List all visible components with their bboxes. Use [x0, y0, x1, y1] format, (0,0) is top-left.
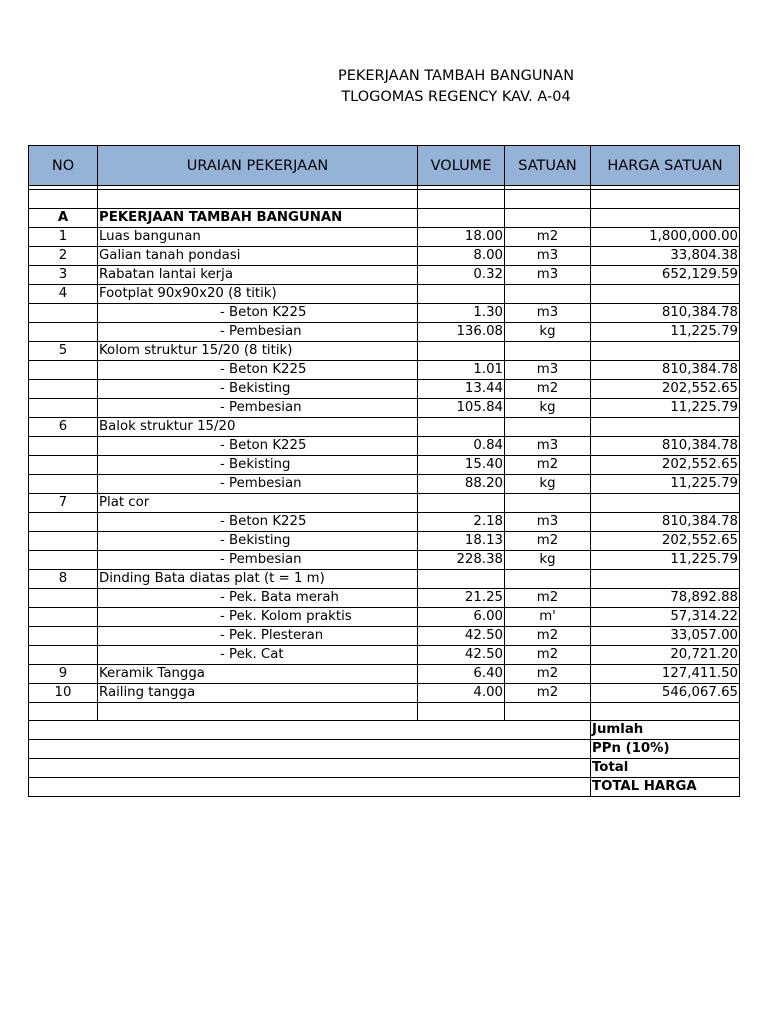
- table-row: [29, 569, 740, 588]
- cell-unit-price: 33,804.38: [591, 246, 740, 265]
- table-row: [29, 284, 740, 303]
- cell-unit-price: 810,384.78: [591, 512, 740, 531]
- cell-unit-price: 810,384.78: [591, 436, 740, 455]
- cell-description: - Pek. Kolom praktis: [98, 607, 418, 626]
- cell-unit: m2: [505, 588, 591, 607]
- table-row: [29, 474, 740, 493]
- cell-no: 5: [29, 341, 98, 360]
- cell-volume: 1.01: [418, 360, 505, 379]
- title-line-1: PEKERJAAN TAMBAH BANGUNAN: [337, 68, 575, 84]
- cell-unit: [505, 493, 591, 512]
- cell-description: [98, 190, 418, 209]
- table-row: [29, 379, 740, 398]
- cell-unit: [505, 208, 591, 227]
- cell-volume: [418, 417, 505, 436]
- cell-no: [29, 398, 98, 417]
- cell-description: Railing tangga: [98, 683, 418, 702]
- cell-unit-price: 1,800,000.00: [591, 227, 740, 246]
- cell-no: 10: [29, 683, 98, 702]
- cell-volume: 228.38: [418, 550, 505, 569]
- cell-unit: kg: [505, 550, 591, 569]
- header-no: NO: [29, 146, 98, 186]
- cell-unit-price: 202,552.65: [591, 531, 740, 550]
- header-description: URAIAN PEKERJAAN: [98, 146, 418, 186]
- table-row: [29, 265, 740, 284]
- title-line-2: TLOGOMAS REGENCY KAV. A-04: [341, 89, 571, 105]
- header-unit-price: HARGA SATUAN: [591, 146, 740, 186]
- cell-unit: m2: [505, 683, 591, 702]
- cell-volume: [418, 341, 505, 360]
- cell-description: Kolom struktur 15/20 (8 titik): [98, 341, 418, 360]
- cell-volume: [418, 208, 505, 227]
- table-row: [29, 436, 740, 455]
- table-row: [29, 645, 740, 664]
- cell-description: Galian tanah pondasi: [98, 246, 418, 265]
- table-row: [29, 588, 740, 607]
- table-row: [29, 398, 740, 417]
- cell-no: 4: [29, 284, 98, 303]
- cell-description: - Pek. Bata merah: [98, 588, 418, 607]
- table-row: [29, 246, 740, 265]
- cell-description: - Beton K225: [98, 436, 418, 455]
- header-unit: SATUAN: [505, 146, 591, 186]
- total-row: [29, 721, 740, 740]
- cell-description: - Beton K225: [98, 512, 418, 531]
- total-label: PPn (10%): [591, 740, 740, 759]
- cell-unit-price: 33,057.00: [591, 626, 740, 645]
- cell-unit: [505, 341, 591, 360]
- cell-volume: 8.00: [418, 246, 505, 265]
- table-row: [29, 626, 740, 645]
- cell-volume: 6.40: [418, 664, 505, 683]
- cell-unit: m2: [505, 626, 591, 645]
- cell-no: [29, 322, 98, 341]
- cell-volume: [418, 569, 505, 588]
- total-label: Total: [591, 759, 740, 778]
- cell-unit-price: [591, 569, 740, 588]
- total-spacer: [29, 759, 591, 778]
- cell-volume: [418, 702, 505, 721]
- cell-volume: 105.84: [418, 398, 505, 417]
- cell-unit-price: 202,552.65: [591, 455, 740, 474]
- cell-description: - Bekisting: [98, 531, 418, 550]
- cell-no: 2: [29, 246, 98, 265]
- cell-volume: 6.00: [418, 607, 505, 626]
- cell-unit-price: [591, 208, 740, 227]
- cell-volume: 88.20: [418, 474, 505, 493]
- cell-volume: 18.13: [418, 531, 505, 550]
- cell-description: PEKERJAAN TAMBAH BANGUNAN: [98, 208, 418, 227]
- cost-table: [28, 145, 740, 797]
- cell-unit: m': [505, 607, 591, 626]
- table-row: [29, 493, 740, 512]
- cell-unit: m3: [505, 436, 591, 455]
- cell-volume: 15.40: [418, 455, 505, 474]
- cell-volume: [418, 190, 505, 209]
- table-row: [29, 227, 740, 246]
- cell-volume: 21.25: [418, 588, 505, 607]
- cell-unit-price: [591, 190, 740, 209]
- table-row: [29, 190, 740, 209]
- cell-unit-price: 78,892.88: [591, 588, 740, 607]
- cell-unit-price: 202,552.65: [591, 379, 740, 398]
- cell-description: - Pembesian: [98, 398, 418, 417]
- cell-no: [29, 474, 98, 493]
- cell-unit: m2: [505, 645, 591, 664]
- table-row: [29, 664, 740, 683]
- cell-unit: m3: [505, 246, 591, 265]
- cell-unit: [505, 702, 591, 721]
- cell-unit: m3: [505, 512, 591, 531]
- cell-description: Keramik Tangga: [98, 664, 418, 683]
- total-spacer: [29, 740, 591, 759]
- cell-no: 6: [29, 417, 98, 436]
- cell-description: - Beton K225: [98, 360, 418, 379]
- table-row: [29, 208, 740, 227]
- cell-no: [29, 645, 98, 664]
- cell-unit: m3: [505, 265, 591, 284]
- cell-unit-price: [591, 417, 740, 436]
- cell-unit-price: 57,314.22: [591, 607, 740, 626]
- cell-no: [29, 626, 98, 645]
- cell-volume: 42.50: [418, 626, 505, 645]
- cell-volume: [418, 284, 505, 303]
- cell-unit: m3: [505, 360, 591, 379]
- cell-unit: kg: [505, 398, 591, 417]
- cell-no: 3: [29, 265, 98, 284]
- cell-unit: [505, 284, 591, 303]
- table-row: [29, 322, 740, 341]
- cell-unit: kg: [505, 474, 591, 493]
- cell-volume: [418, 493, 505, 512]
- cell-description: Rabatan lantai kerja: [98, 265, 418, 284]
- table-row: [29, 683, 740, 702]
- cell-unit: m2: [505, 664, 591, 683]
- cell-no: [29, 531, 98, 550]
- cell-no: 8: [29, 569, 98, 588]
- cell-no: [29, 455, 98, 474]
- cell-unit: [505, 569, 591, 588]
- cell-no: [29, 702, 98, 721]
- header-volume: VOLUME: [418, 146, 505, 186]
- cell-no: [29, 360, 98, 379]
- cell-no: [29, 588, 98, 607]
- cell-unit: [505, 417, 591, 436]
- cell-unit-price: 546,067.65: [591, 683, 740, 702]
- cell-description: Balok struktur 15/20: [98, 417, 418, 436]
- cell-volume: 1.30: [418, 303, 505, 322]
- cell-no: [29, 190, 98, 209]
- cell-unit-price: [591, 341, 740, 360]
- cell-description: - Pek. Plesteran: [98, 626, 418, 645]
- cell-volume: 0.84: [418, 436, 505, 455]
- total-spacer: [29, 721, 591, 740]
- cell-unit: kg: [505, 322, 591, 341]
- total-spacer: [29, 778, 591, 797]
- cell-unit-price: 11,225.79: [591, 474, 740, 493]
- cell-unit-price: 11,225.79: [591, 550, 740, 569]
- cell-description: Plat cor: [98, 493, 418, 512]
- cell-unit-price: 20,721.20: [591, 645, 740, 664]
- cell-unit: m2: [505, 455, 591, 474]
- table-row: [29, 702, 740, 721]
- total-row: [29, 740, 740, 759]
- cell-no: [29, 303, 98, 322]
- table-row: [29, 531, 740, 550]
- cell-unit: m2: [505, 531, 591, 550]
- table-row: [29, 303, 740, 322]
- total-row: [29, 778, 740, 797]
- cell-volume: 0.32: [418, 265, 505, 284]
- table-row: [29, 417, 740, 436]
- cell-volume: 136.08: [418, 322, 505, 341]
- total-row: [29, 759, 740, 778]
- cell-volume: 2.18: [418, 512, 505, 531]
- cell-volume: 18.00: [418, 227, 505, 246]
- cell-volume: 4.00: [418, 683, 505, 702]
- cell-unit-price: [591, 702, 740, 721]
- total-label: TOTAL HARGA: [591, 778, 740, 797]
- cell-no: [29, 512, 98, 531]
- cell-no: 7: [29, 493, 98, 512]
- cell-description: Dinding Bata diatas plat (t = 1 m): [98, 569, 418, 588]
- total-label: Jumlah: [591, 721, 740, 740]
- cell-unit-price: [591, 284, 740, 303]
- table-row: [29, 607, 740, 626]
- cell-description: Luas bangunan: [98, 227, 418, 246]
- cell-volume: 13.44: [418, 379, 505, 398]
- cell-unit-price: [591, 493, 740, 512]
- cell-description: Footplat 90x90x20 (8 titik): [98, 284, 418, 303]
- cell-no: [29, 436, 98, 455]
- cell-no: [29, 607, 98, 626]
- cell-description: - Beton K225: [98, 303, 418, 322]
- cell-unit-price: 11,225.79: [591, 322, 740, 341]
- table-row: [29, 550, 740, 569]
- cell-description: - Pembesian: [98, 550, 418, 569]
- cell-no: [29, 379, 98, 398]
- cell-no: 9: [29, 664, 98, 683]
- cell-unit: m3: [505, 303, 591, 322]
- cell-unit: m2: [505, 379, 591, 398]
- cell-no: [29, 550, 98, 569]
- cell-unit-price: 810,384.78: [591, 303, 740, 322]
- table-row: [29, 455, 740, 474]
- cell-unit-price: 127,411.50: [591, 664, 740, 683]
- header-row: [29, 146, 740, 186]
- cell-unit: m2: [505, 227, 591, 246]
- cell-description: - Bekisting: [98, 379, 418, 398]
- table-row: [29, 360, 740, 379]
- table-row: [29, 341, 740, 360]
- cell-description: - Bekisting: [98, 455, 418, 474]
- cell-description: [98, 702, 418, 721]
- cell-no: 1: [29, 227, 98, 246]
- cell-unit-price: 652,129.59: [591, 265, 740, 284]
- cell-unit-price: 11,225.79: [591, 398, 740, 417]
- cell-description: - Pek. Cat: [98, 645, 418, 664]
- cell-unit: [505, 190, 591, 209]
- cell-volume: 42.50: [418, 645, 505, 664]
- cell-description: - Pembesian: [98, 474, 418, 493]
- cell-description: - Pembesian: [98, 322, 418, 341]
- cell-no: A: [29, 208, 98, 227]
- table-row: [29, 512, 740, 531]
- cell-unit-price: 810,384.78: [591, 360, 740, 379]
